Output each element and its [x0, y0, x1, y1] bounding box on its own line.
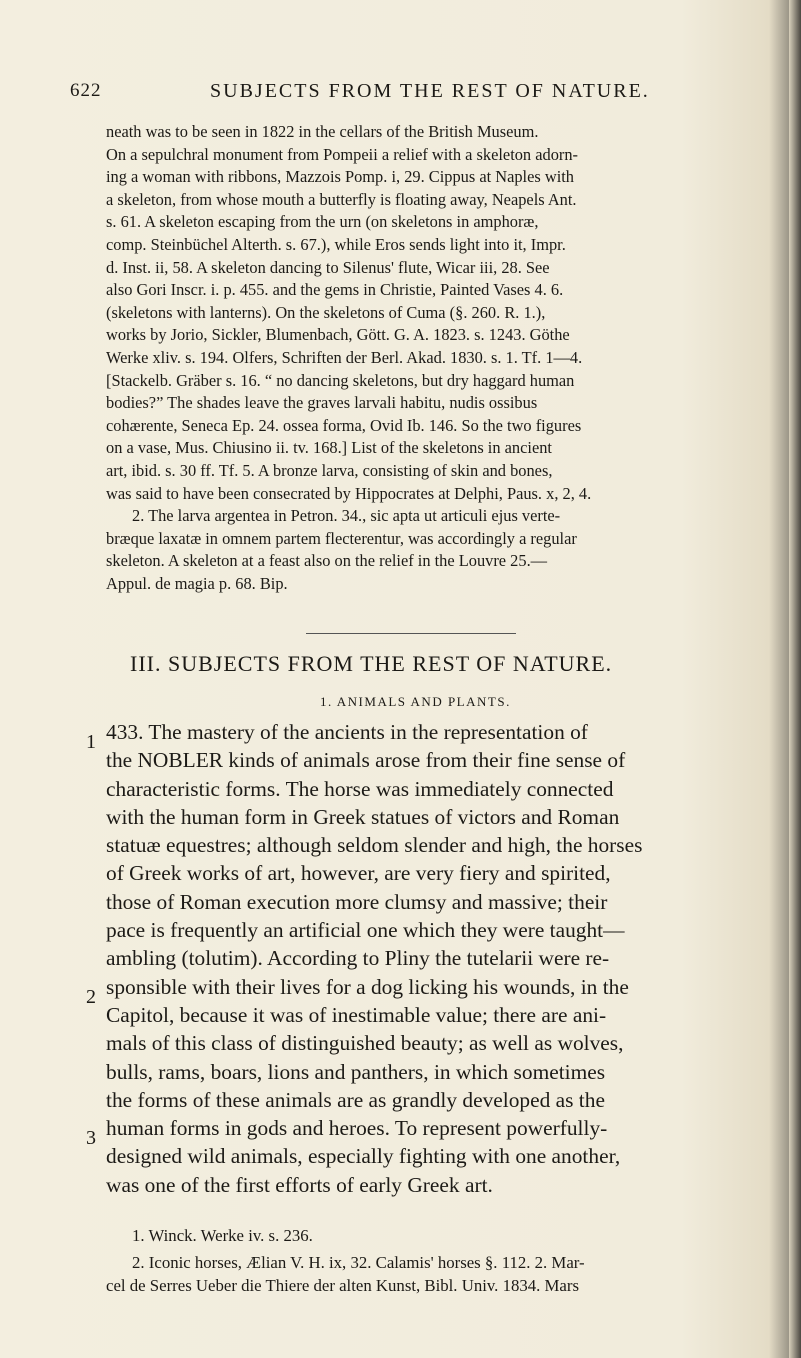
note-line: bodies?” The shades leave the graves larvali habitu, nudis ossibus: [106, 393, 538, 413]
main-line: the NOBLER kinds of animals arose from their fine sense of: [106, 748, 626, 773]
note-line: Appul. de magia p. 68. Bip.: [106, 573, 288, 593]
note-line: skeleton. A skeleton at a feast also on the relief in the Louvre 25.—: [106, 551, 548, 571]
note-line: 2. The larva argentea in Petron. 34., sic apta ut articuli ejus verte-: [132, 506, 561, 526]
note-line: a skeleton, from whose mouth a butterfly is floating away, Neapels Ant.: [106, 189, 577, 209]
note-line: art, ibid. s. 30 ff. Tf. 5. A bronze larva, consisting of skin and bones,: [106, 460, 553, 480]
note-line: On a sepulchral monument from Pompeii a relief with a skeleton adorn-: [106, 144, 579, 164]
main-line: of Greek works of art, however, are very fiery and spirited,: [106, 861, 611, 886]
note-line: (skeletons with lanterns). On the skeletons of Cuma (§. 260. R. 1.),: [106, 302, 546, 322]
note-line: s. 61. A skeleton escaping from the urn (on skeletons in amphoræ,: [106, 212, 539, 232]
subsection-title: 1. ANIMALS AND PLANTS.: [320, 694, 511, 709]
note-line: was said to have been consecrated by Hippocrates at Delphi, Paus. x, 2, 4.: [106, 483, 592, 503]
continued-notes: [106, 121, 732, 595]
main-line: those of Roman execution more clumsy and massive; their: [106, 889, 608, 914]
note-line: ing a woman with ribbons, Mazzois Pomp. i, 29. Cippus at Naples with: [106, 167, 575, 187]
note-line: also Gori Inscr. i. p. 455. and the gems in Christie, Painted Vases 4. 6.: [106, 280, 564, 300]
note-line: neath was to be seen in 1822 in the cellars of the British Museum.: [106, 122, 539, 141]
main-text: [106, 718, 732, 1199]
footnote-line: 1. Winck. Werke iv. s. 236.: [132, 1226, 313, 1245]
note-line: cohærente, Seneca Ep. 24. ossea forma, Ovid Ib. 146. So the two figures: [106, 415, 582, 435]
main-line: mals of this class of distinguished beauty; as well as wolves,: [106, 1031, 624, 1056]
note-line: comp. Steinbüchel Alterth. s. 67.), while Eros sends light into it, Impr.: [106, 234, 566, 254]
margin-note-marker: 2: [86, 986, 96, 1008]
footnote-line: cel de Serres Ueber die Thiere der alten Kunst, Bibl. Univ. 1834. Mars: [106, 1276, 580, 1295]
main-line: Capitol, because it was of inestimable value; there are ani-: [106, 1002, 607, 1027]
margin-note-marker: 1: [86, 731, 96, 753]
note-line: Werke xliv. s. 194. Olfers, Schriften der Berl. Akad. 1830. s. 1. Tf. 1—4.: [106, 347, 583, 367]
note-paragraph-2: [106, 505, 732, 595]
note-line: works by Jorio, Sickler, Blumenbach, Gött. G. A. 1823. s. 1243. Göthe: [106, 325, 570, 345]
note-paragraph-1: [106, 121, 732, 505]
main-line: the forms of these animals are as grandly developed as the: [106, 1087, 605, 1112]
section-divider: [306, 633, 516, 634]
footnotes: [106, 1224, 732, 1297]
note-line: on a vase, Mus. Chiusino ii. tv. 168.] List of the skeletons in ancient: [106, 438, 552, 458]
page-number: 622: [70, 80, 102, 101]
main-line: was one of the first efforts of early Greek art.: [106, 1172, 493, 1197]
main-line: characteristic forms. The horse was immediately connected: [106, 776, 614, 801]
main-line: 433. The mastery of the ancients in the representation of: [106, 720, 588, 744]
main-line: human forms in gods and heroes. To represent powerfully-: [106, 1116, 608, 1141]
running-head: SUBJECTS FROM THE REST OF NATURE.: [210, 80, 650, 102]
note-line: bræque laxatæ in omnem partem flecterentur, was accordingly a regular: [106, 528, 577, 548]
main-line: statuæ equestres; although seldom slender and high, the horses: [106, 833, 643, 858]
note-line: d. Inst. ii, 58. A skeleton dancing to Silenus' flute, Wicar iii, 28. See: [106, 257, 550, 277]
main-line: sponsible with their lives for a dog licking his wounds, in the: [106, 974, 629, 999]
margin-note-marker: 3: [86, 1127, 96, 1149]
main-line: ambling (tolutim). According to Pliny the tutelarii were re-: [106, 946, 610, 971]
main-line: with the human form in Greek statues of victors and Roman: [106, 804, 620, 829]
note-line: [Stackelb. Gräber s. 16. “ no dancing skeletons, but dry haggard human: [106, 370, 575, 390]
page-header: [70, 80, 710, 110]
footnote-line: 2. Iconic horses, Ælian V. H. ix, 32. Calamis' horses §. 112. 2. Mar-: [132, 1253, 585, 1272]
main-line: pace is frequently an artificial one which they were taught—: [106, 918, 625, 943]
section-title: III. SUBJECTS FROM THE REST OF NATURE.: [130, 651, 613, 676]
main-line: designed wild animals, especially fighting with one another,: [106, 1144, 621, 1169]
page-edge-shadow: [789, 0, 801, 1358]
main-line: bulls, rams, boars, lions and panthers, in which sometimes: [106, 1059, 606, 1084]
